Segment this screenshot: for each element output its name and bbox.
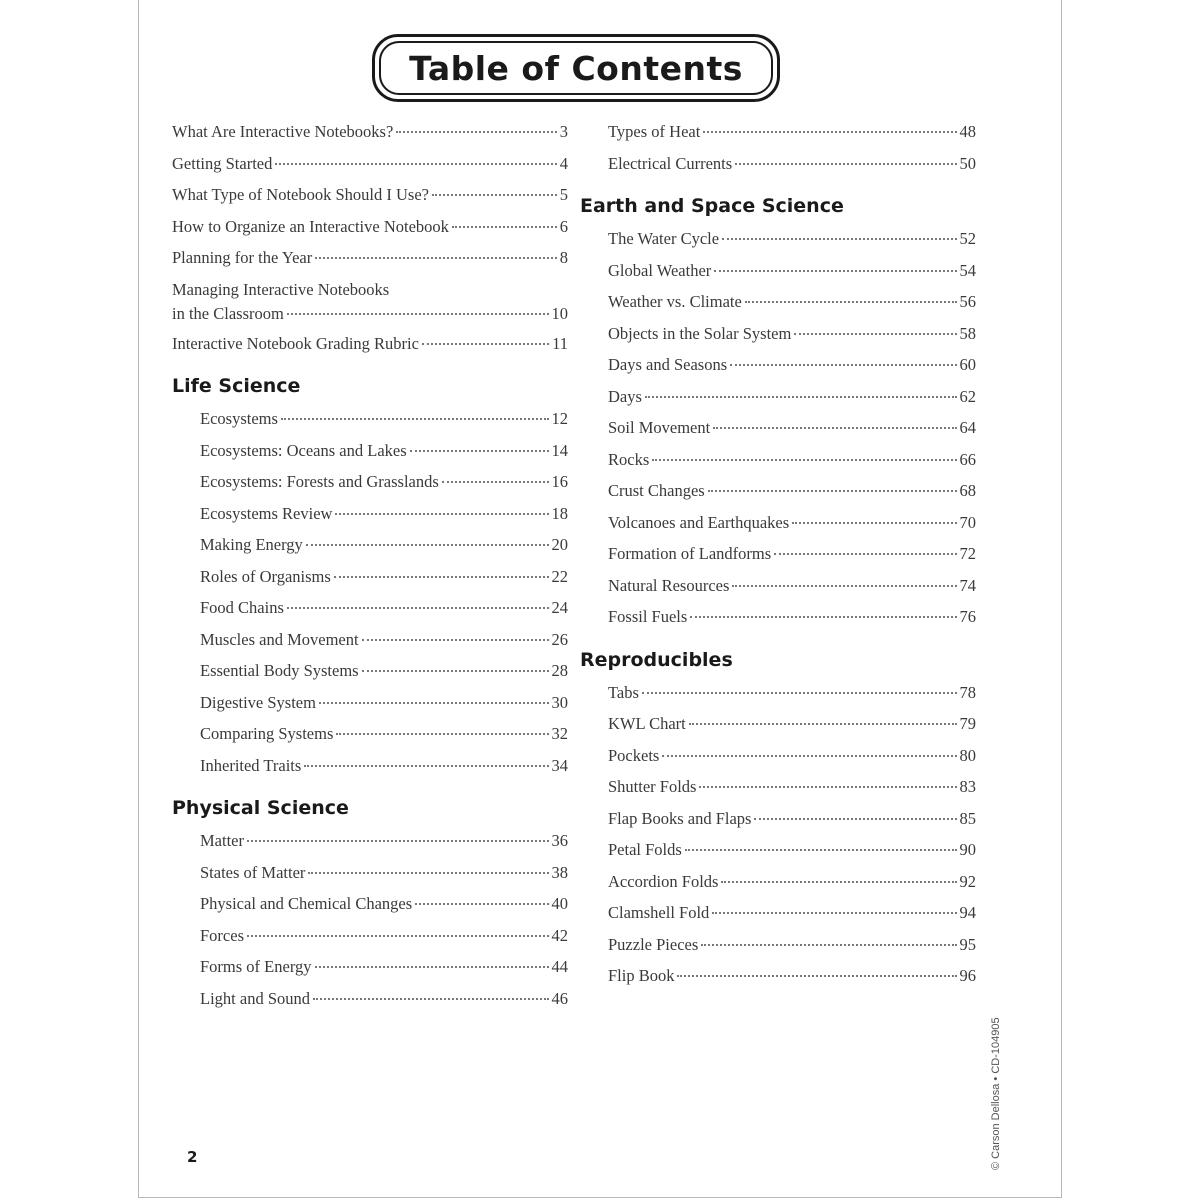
dot-leader: [703, 130, 956, 133]
dot-leader: [689, 722, 957, 725]
toc-entry-page: 78: [959, 682, 976, 702]
dot-leader: [410, 449, 549, 452]
dot-leader: [685, 848, 957, 851]
toc-entry[interactable]: [172, 498, 568, 530]
toc-entry-page: 52: [959, 229, 976, 248]
toc-left-column: [172, 116, 568, 1014]
toc-entry-label: Crust Changes: [608, 481, 705, 500]
dot-leader: [732, 584, 956, 587]
section-heading-life-science: Life Science: [172, 375, 301, 397]
toc-entry[interactable]: [172, 148, 568, 180]
toc-entry-page: 42: [551, 925, 568, 945]
toc-entry-page: 18: [551, 503, 568, 523]
toc-entry[interactable]: [172, 655, 568, 687]
dot-leader: [247, 934, 549, 937]
toc-entry-label: States of Matter: [200, 862, 306, 882]
dot-leader: [287, 312, 549, 315]
toc-entry-page: 11: [552, 333, 568, 353]
toc-entry-page: 12: [551, 409, 568, 428]
section-heading-earth-space-science: Earth and Space Science: [580, 195, 844, 217]
earth-science-list: [580, 223, 976, 633]
dot-leader: [642, 691, 957, 694]
toc-entry[interactable]: [580, 960, 976, 992]
toc-entry-label: Weather vs. Climate: [608, 292, 742, 311]
physical-science-continued-list: [580, 116, 976, 179]
toc-entry-page: 8: [559, 248, 568, 267]
toc-entry-label: Ecosystems: Oceans and Lakes: [200, 440, 407, 460]
toc-entry[interactable]: [580, 381, 976, 413]
toc-entry-page: 68: [959, 481, 976, 500]
toc-entry-page: 46: [551, 988, 568, 1008]
toc-entry[interactable]: [172, 592, 568, 624]
toc-entry-page: 34: [551, 755, 568, 775]
toc-entry-label: Muscles and Movement: [200, 629, 359, 649]
dot-leader: [745, 300, 957, 303]
dot-leader: [422, 342, 549, 345]
toc-entry-label: Roles of Organisms: [200, 566, 331, 586]
dot-leader: [396, 130, 556, 133]
toc-entry-page: 74: [959, 575, 976, 595]
dot-leader: [713, 426, 956, 429]
toc-entry-page: 72: [959, 544, 976, 563]
dot-leader: [308, 871, 548, 874]
toc-entry-page: 44: [551, 957, 568, 976]
toc-entry-page: 50: [959, 153, 976, 173]
dot-leader: [662, 754, 956, 757]
toc-entry-label: What Type of Notebook Should I Use?: [172, 185, 429, 204]
toc-entry-page: 24: [551, 598, 568, 617]
toc-entry[interactable]: [172, 211, 568, 243]
toc-entry-page: 66: [959, 449, 976, 469]
toc-entry-label: Types of Heat: [608, 122, 701, 141]
toc-entry-page: 96: [959, 966, 976, 985]
toc-entry[interactable]: [172, 242, 568, 274]
dot-leader: [677, 974, 956, 977]
toc-entry[interactable]: [580, 148, 976, 180]
toc-entry-page: 40: [551, 894, 568, 913]
dot-leader: [714, 269, 956, 272]
toc-entry[interactable]: [172, 435, 568, 467]
toc-entry-page: 4: [559, 153, 568, 173]
toc-entry[interactable]: [580, 929, 976, 961]
toc-entry-rubric[interactable]: [172, 328, 568, 360]
toc-entry[interactable]: [172, 857, 568, 889]
toc-entry[interactable]: [580, 507, 976, 539]
dot-leader: [452, 225, 557, 228]
toc-entry-page: 83: [959, 777, 976, 796]
dot-leader: [362, 669, 549, 672]
toc-entry-label: Ecosystems: Forests and Grasslands: [200, 472, 439, 491]
toc-entry-label: Soil Movement: [608, 418, 711, 437]
toc-entry-label: Planning for the Year: [172, 248, 313, 267]
dot-leader: [432, 193, 557, 196]
toc-entry[interactable]: [580, 475, 976, 507]
toc-entry-label: Matter: [200, 831, 244, 850]
toc-entry-page: 64: [959, 418, 976, 437]
copyright-notice: © Carson Dellosa • CD-104905: [990, 1017, 1002, 1170]
toc-entry-label-line1: Managing Interactive Notebooks: [172, 279, 390, 299]
toc-entry-label: Rocks: [608, 449, 650, 469]
toc-entry-label: Volcanoes and Earthquakes: [608, 512, 790, 532]
dot-leader: [708, 489, 957, 492]
toc-entry-managing[interactable]: [172, 274, 568, 328]
toc-entry[interactable]: [172, 951, 568, 983]
toc-entry-label: The Water Cycle: [608, 229, 720, 248]
dot-leader: [652, 458, 956, 461]
toc-entry[interactable]: [172, 687, 568, 719]
dot-leader: [722, 237, 956, 240]
dot-leader: [701, 943, 956, 946]
life-science-list: [172, 403, 568, 781]
toc-entry-label: Global Weather: [608, 260, 712, 280]
section-heading-physical-science: Physical Science: [172, 797, 349, 819]
toc-entry-page: 22: [551, 566, 568, 586]
dot-leader: [730, 363, 956, 366]
dot-leader: [275, 162, 556, 165]
toc-entry-page: 5: [559, 185, 568, 204]
dot-leader: [315, 965, 549, 968]
toc-entry-page: 95: [959, 934, 976, 954]
toc-entry-page: 36: [551, 831, 568, 850]
toc-entry[interactable]: [580, 223, 976, 255]
toc-entry[interactable]: [580, 349, 976, 381]
dot-leader: [304, 764, 548, 767]
toc-entry[interactable]: [172, 888, 568, 920]
toc-entry[interactable]: [580, 538, 976, 570]
toc-entry[interactable]: [580, 255, 976, 287]
toc-entry[interactable]: [172, 403, 568, 435]
toc-entry-page: 62: [959, 386, 976, 406]
toc-entry-label: Shutter Folds: [608, 777, 697, 796]
toc-entry-label-line2: in the Classroom: [172, 303, 284, 323]
dot-leader: [281, 417, 549, 420]
dot-leader: [247, 839, 549, 842]
toc-entry[interactable]: [172, 179, 568, 211]
toc-entry-label: Digestive System: [200, 692, 316, 712]
toc-entry-label: Forces: [200, 925, 244, 945]
toc-entry-page: 70: [959, 512, 976, 532]
toc-entry-label: Food Chains: [200, 598, 284, 617]
reproducibles-list: [580, 677, 976, 992]
toc-entry-label: Forms of Energy: [200, 957, 312, 976]
toc-entry-page: 80: [959, 745, 976, 765]
toc-entry-page: 10: [551, 303, 568, 323]
page-number: 2: [187, 1148, 198, 1166]
toc-entry-page: 32: [551, 724, 568, 743]
toc-entry-label: Formation of Landforms: [608, 544, 772, 563]
toc-entry-page: 56: [959, 292, 976, 311]
dot-leader: [712, 911, 956, 914]
toc-entry-page: 94: [959, 903, 976, 922]
dot-leader: [334, 575, 549, 578]
toc-entry-label: Natural Resources: [608, 575, 730, 595]
toc-entry-label: How to Organize an Interactive Notebook: [172, 216, 449, 236]
toc-entry-page: 92: [959, 871, 976, 891]
dot-leader: [315, 256, 557, 259]
title-banner: [372, 34, 780, 102]
toc-entry-label: Clamshell Fold: [608, 903, 710, 922]
toc-entry[interactable]: [580, 444, 976, 476]
toc-entry[interactable]: [172, 825, 568, 857]
title-banner-inner: [379, 41, 773, 95]
toc-entry-label: Flap Books and Flaps: [608, 808, 752, 828]
page-title: Table of Contents: [409, 48, 743, 88]
toc-entry[interactable]: [172, 920, 568, 952]
toc-entry[interactable]: [580, 897, 976, 929]
dot-leader: [754, 817, 956, 820]
toc-entry[interactable]: [580, 601, 976, 633]
toc-entry-label: Days and Seasons: [608, 355, 728, 374]
dot-leader: [442, 480, 549, 483]
toc-entry-label: Essential Body Systems: [200, 661, 359, 680]
dot-leader: [362, 638, 549, 641]
toc-entry-label: Physical and Chemical Changes: [200, 894, 413, 913]
dot-leader: [792, 521, 956, 524]
toc-entry[interactable]: [580, 866, 976, 898]
toc-entry[interactable]: [172, 529, 568, 561]
toc-entry-label: Pockets: [608, 745, 660, 765]
toc-entry-label: KWL Chart: [608, 714, 686, 733]
toc-entry[interactable]: [580, 677, 976, 709]
dot-leader: [319, 701, 549, 704]
toc-entry-label: Electrical Currents: [608, 153, 733, 173]
toc-entry-label: Petal Folds: [608, 840, 682, 859]
toc-entry-page: 60: [959, 355, 976, 374]
toc-entry[interactable]: [580, 286, 976, 318]
toc-entry[interactable]: [580, 116, 976, 148]
toc-entry-label: Flip Book: [608, 966, 675, 985]
toc-entry[interactable]: [580, 834, 976, 866]
dot-leader: [721, 880, 956, 883]
toc-entry[interactable]: [580, 740, 976, 772]
toc-entry-page: 76: [959, 607, 976, 626]
dot-leader: [335, 512, 548, 515]
toc-entry-label: Interactive Notebook Grading Rubric: [172, 333, 419, 353]
toc-entry-page: 30: [551, 692, 568, 712]
toc-entry-label: Ecosystems Review: [200, 503, 333, 523]
physical-science-list: [172, 825, 568, 1014]
toc-entry[interactable]: [172, 718, 568, 750]
toc-entry[interactable]: [580, 771, 976, 803]
dot-leader: [774, 552, 956, 555]
toc-entry-page: 48: [959, 122, 976, 141]
toc-entry-page: 20: [551, 535, 568, 554]
toc-right-column: [580, 116, 976, 992]
toc-entry-label: Light and Sound: [200, 988, 310, 1008]
dot-leader: [287, 606, 549, 609]
toc-entry-page: 26: [551, 629, 568, 649]
toc-entry[interactable]: [172, 561, 568, 593]
toc-entry-label: Objects in the Solar System: [608, 323, 792, 343]
toc-entry-page: 58: [959, 323, 976, 343]
dot-leader: [415, 902, 548, 905]
toc-entry-page: 85: [959, 808, 976, 828]
toc-entry[interactable]: [580, 803, 976, 835]
toc-entry-label: Inherited Traits: [200, 755, 302, 775]
dot-leader: [645, 395, 957, 398]
toc-entry[interactable]: [172, 466, 568, 498]
toc-entry-page: 3: [559, 122, 568, 141]
toc-entry-page: 16: [551, 472, 568, 491]
toc-entry-label: Puzzle Pieces: [608, 934, 699, 954]
toc-entry-label: Days: [608, 386, 642, 406]
dot-leader: [794, 332, 956, 335]
toc-entry-label: Accordion Folds: [608, 871, 719, 891]
toc-entry-label: Fossil Fuels: [608, 607, 688, 626]
dot-leader: [313, 997, 549, 1000]
dot-leader: [690, 615, 956, 618]
toc-entry-page: 28: [551, 661, 568, 680]
intro-list: [172, 116, 568, 274]
toc-entry[interactable]: [580, 412, 976, 444]
toc-entry-label: Making Energy: [200, 535, 303, 554]
toc-entry[interactable]: [172, 750, 568, 782]
toc-entry[interactable]: [172, 983, 568, 1015]
toc-entry-label: Ecosystems: [200, 409, 278, 428]
toc-entry-page: 6: [559, 216, 568, 236]
toc-entry-label: Comparing Systems: [200, 724, 334, 743]
toc-entry-page: 54: [959, 260, 976, 280]
dot-leader: [699, 785, 956, 788]
toc-entry-label: Tabs: [608, 682, 639, 702]
toc-entry-page: 38: [551, 862, 568, 882]
toc-entry[interactable]: [580, 708, 976, 740]
toc-entry-page: 14: [551, 440, 568, 460]
toc-entry-label: What Are Interactive Notebooks?: [172, 122, 394, 141]
toc-entry[interactable]: [580, 318, 976, 350]
toc-entry[interactable]: [172, 116, 568, 148]
dot-leader: [336, 732, 548, 735]
dot-leader: [306, 543, 549, 546]
dot-leader: [735, 162, 956, 165]
section-heading-reproducibles: Reproducibles: [580, 648, 733, 671]
toc-entry-page: 90: [959, 840, 976, 859]
toc-entry[interactable]: [580, 570, 976, 602]
toc-entry-page: 79: [959, 714, 976, 733]
toc-entry-label: Getting Started: [172, 153, 273, 173]
toc-entry[interactable]: [172, 624, 568, 656]
